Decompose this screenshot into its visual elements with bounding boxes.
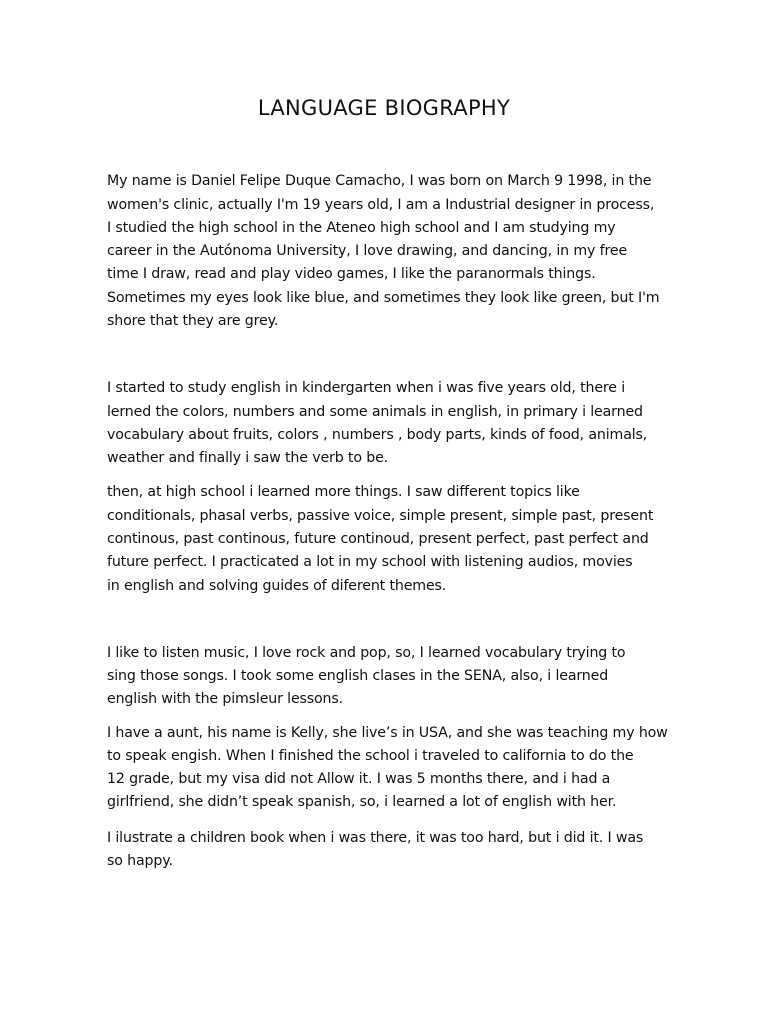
text-line: then, at high school i learned more things. I saw different topics like	[107, 484, 580, 500]
text-line: conditionals, phasal verbs, passive voice, simple present, simple past, present	[107, 508, 654, 524]
text-line: I started to study english in kindergarten when i was five years old, there i	[107, 380, 626, 396]
text-line: My name is Daniel Felipe Duque Camacho, I was born on March 9 1998, in the	[107, 173, 652, 189]
text-line: continous, past continous, future continoud, present perfect, past perfect and	[107, 531, 649, 547]
text-line: I have a aunt, his name is Kelly, she live’s in USA, and she was teaching my how	[107, 725, 668, 741]
text-line: career in the Autónoma University, I love drawing, and dancing, in my free	[107, 243, 628, 259]
document-title: LANGUAGE BIOGRAPHY	[257, 96, 511, 120]
text-line: vocabulary about fruits, colors , numbers , body parts, kinds of food, animals,	[107, 427, 648, 443]
text-line: so happy.	[107, 853, 173, 869]
text-line: lerned the colors, numbers and some animals in english, in primary i learned	[107, 404, 643, 420]
text-line: I ilustrate a children book when i was there, it was too hard, but i did it. I was	[107, 830, 644, 846]
text-line: shore that they are grey.	[107, 313, 279, 329]
text-line: time I draw, read and play video games, I like the paranormals things.	[107, 266, 596, 282]
text-line: weather and finally i saw the verb to be.	[107, 450, 389, 466]
text-line: in english and solving guides of diferent themes.	[107, 578, 447, 594]
text-line: women's clinic, actually I'm 19 years old, I am a Industrial designer in process,	[107, 197, 655, 213]
text-line: 12 grade, but my visa did not Allow it. I was 5 months there, and i had a	[107, 771, 611, 787]
text-line: english with the pimsleur lessons.	[107, 691, 343, 707]
text-line: I like to listen music, I love rock and pop, so, I learned vocabulary trying to	[107, 645, 626, 661]
text-line: girlfriend, she didn’t speak spanish, so, i learned a lot of english with her.	[107, 794, 617, 810]
text-line: Sometimes my eyes look like blue, and sometimes they look like green, but I'm	[107, 290, 660, 306]
text-line: I studied the high school in the Ateneo high school and I am studying my	[107, 220, 616, 236]
text-line: future perfect. I practicated a lot in my school with listening audios, movies	[107, 554, 633, 570]
text-line: sing those songs. I took some english clases in the SENA, also, i learned	[107, 668, 609, 684]
text-line: to speak engish. When I finished the school i traveled to california to do the	[107, 748, 634, 764]
